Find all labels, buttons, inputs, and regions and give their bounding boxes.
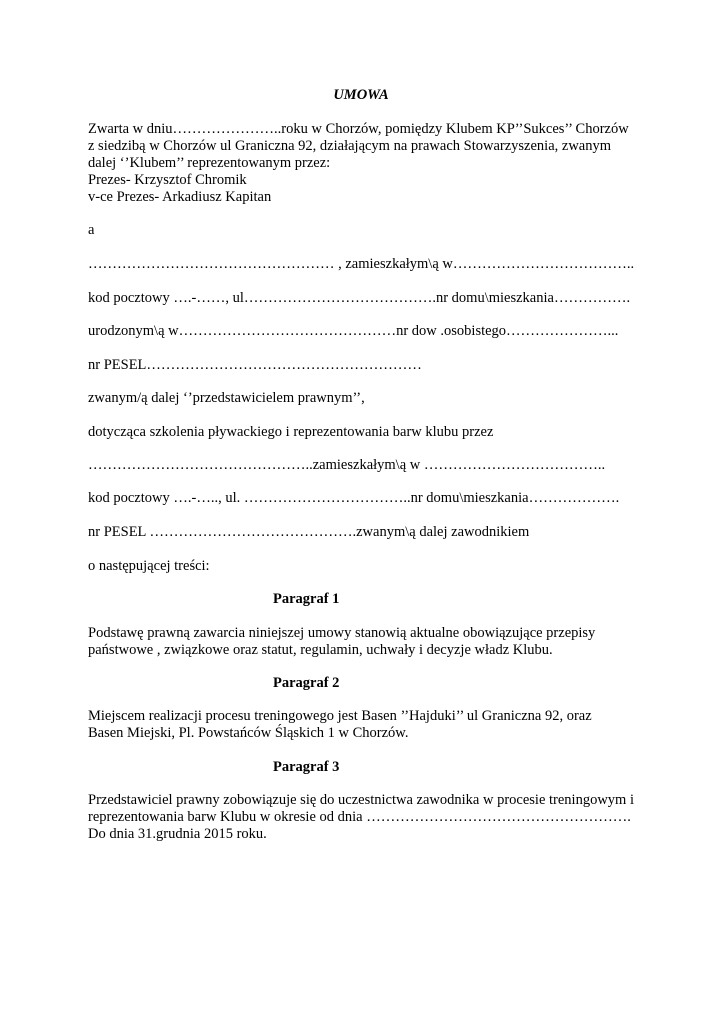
paragraph-line: Basen Miejski, Pl. Powstańców Śląskich 1 w Chorzów. — [88, 725, 409, 741]
intro-line: dalej ‘’Klubem’’ reprezentowanym przez: — [88, 155, 331, 171]
document-title — [0, 87, 724, 104]
intro-line: z siedzibą w Chorzów ul Graniczna 92, działającym na prawach Stowarzyszenia, zwanym — [88, 138, 611, 154]
purpose-line: dotycząca szkolenia pływackiego i reprezentowania barw klubu przez — [88, 424, 494, 440]
paragraph-heading: Paragraf 1 — [273, 591, 340, 607]
guardian-pesel-field: nr PESEL………………………………………………… — [88, 357, 422, 373]
document-title-text: UMOWA — [333, 87, 389, 103]
guardian-role-line: zwanym/ą dalej ‘’przedstawicielem prawnym’’, — [88, 390, 365, 406]
paragraph-heading: Paragraf 2 — [273, 675, 340, 691]
paragraph-line: Miejscem realizacji procesu treningowego jest Basen ’’Hajduki’’ ul Graniczna 92, oraz — [88, 708, 592, 724]
guardian-name-field: …………………………………………… , zamieszkałym\ą w……………………………….. — [88, 256, 635, 272]
guardian-birth-field: urodzonym\ą w………………………………………nr dow .osobistego…………………... — [88, 323, 619, 339]
paragraph-line: Podstawę prawną zawarcia niniejszej umowy stanowią aktualne obowiązujące przepisy — [88, 625, 596, 641]
vice-president-line: v-ce Prezes- Arkadiusz Kapitan — [88, 189, 272, 205]
conjunction: a — [88, 222, 95, 238]
paragraph-heading: Paragraf 3 — [273, 759, 340, 775]
athlete-name-field: ………………………………………..zamieszkałym\ą w ……………………………….. — [88, 457, 606, 473]
athlete-address-field: kod pocztowy ….-….., ul. ……………………………..nr domu\mieszkania………………. — [88, 490, 620, 506]
content-intro: o następującej treści: — [88, 558, 210, 574]
paragraph-line: Przedstawiciel prawny zobowiązuje się do uczestnictwa zawodnika w procesie treningowym i — [88, 792, 634, 808]
president-line: Prezes- Krzysztof Chromik — [88, 172, 247, 188]
athlete-pesel-field: nr PESEL …………………………………….zwanym\ą dalej zawodnikiem — [88, 524, 530, 540]
paragraph-line: państwowe , związkowe oraz statut, regulamin, uchwały i decyzje władz Klubu. — [88, 642, 553, 658]
paragraph-line: reprezentowania barw Klubu w okresie od dnia ………………………………………………. — [88, 809, 631, 825]
intro-line: Zwarta w dniu…………………..roku w Chorzów, pomiędzy Klubem KP’’Sukces’’ Chorzów — [88, 121, 629, 137]
paragraph-line: Do dnia 31.grudnia 2015 roku. — [88, 826, 267, 842]
guardian-address-field: kod pocztowy ….-……, ul………………………………….nr domu\mieszkania……………. — [88, 290, 631, 306]
